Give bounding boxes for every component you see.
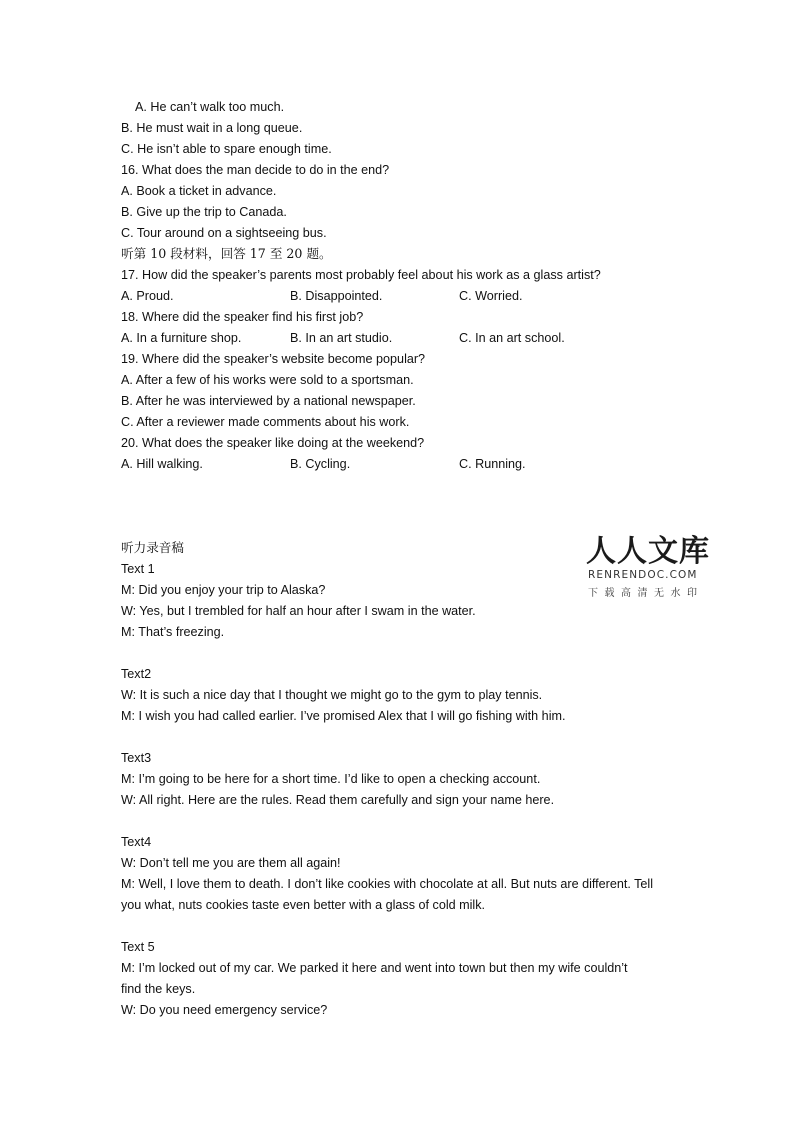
q18-option-b: B. In an art studio. — [290, 331, 393, 345]
q19-option-b: B. After he was interviewed by a national newspaper. — [121, 394, 416, 408]
text4-line: M: Well, I love them to death. I don’t like cookies with chocolate at all. But nuts are different. Tell — [121, 877, 654, 891]
watermark-title: 人人文库 — [586, 534, 710, 569]
q19-option-c: C. After a reviewer made comments about his work. — [121, 415, 410, 429]
text5-line: M: I’m locked out of my car. We parked it here and went into town but then my wife couldn’t — [121, 961, 628, 975]
text3-title: Text3 — [121, 751, 152, 765]
text4-line: W: Don’t tell me you are them all again! — [121, 856, 341, 870]
q20-option-a: A. Hill walking. — [121, 457, 203, 471]
text4-title: Text4 — [121, 835, 152, 849]
q16-option-b: B. Give up the trip to Canada. — [121, 205, 287, 219]
text2-line: M: I wish you had called earlier. I’ve promised Alex that I will go fishing with him. — [121, 709, 566, 723]
q17-option-b: B. Disappointed. — [290, 289, 383, 303]
q16-stem: 16. What does the man decide to do in the end? — [121, 163, 390, 177]
q15-option-b: B. He must wait in a long queue. — [121, 121, 303, 135]
text5-line: W: Do you need emergency service? — [121, 1003, 328, 1017]
transcript-heading: 听力录音稿 — [121, 540, 184, 555]
watermark-subtitle: 下载高清无水印 — [588, 588, 704, 599]
watermark-domain: RENRENDOC.COM — [588, 569, 698, 581]
text1-line: W: Yes, but I trembled for half an hour after I swam in the water. — [121, 604, 476, 618]
text1-line: M: That’s freezing. — [121, 625, 225, 639]
q18-stem: 18. Where did the speaker find his first job? — [121, 310, 364, 324]
q18-option-c: C. In an art school. — [459, 331, 565, 345]
text2-title: Text2 — [121, 667, 152, 681]
q19-option-a: A. After a few of his works were sold to a sportsman. — [121, 373, 414, 387]
text5-title: Text 5 — [121, 940, 155, 954]
text1-title: Text 1 — [121, 562, 155, 576]
q15-option-a: A. He can’t walk too much. — [135, 100, 285, 114]
q17-option-a: A. Proud. — [121, 289, 174, 303]
q15-option-c: C. He isn’t able to spare enough time. — [121, 142, 332, 156]
q16-option-c: C. Tour around on a sightseeing bus. — [121, 226, 327, 240]
section10-instruction: 听第 10 段材料，回答 17 至 20 题。 — [121, 246, 332, 261]
text4-line: you what, nuts cookies taste even better with a glass of cold milk. — [121, 898, 486, 912]
text1-line: M: Did you enjoy your trip to Alaska? — [121, 583, 326, 597]
text2-line: W: It is such a nice day that I thought we might go to the gym to play tennis. — [121, 688, 543, 702]
q18-option-a: A. In a furniture shop. — [121, 331, 242, 345]
text5-line: find the keys. — [121, 982, 196, 996]
q17-stem: 17. How did the speaker’s parents most probably feel about his work as a glass artist? — [121, 268, 601, 282]
q19-stem: 19. Where did the speaker’s website become popular? — [121, 352, 426, 366]
q20-option-c: C. Running. — [459, 457, 526, 471]
q16-option-a: A. Book a ticket in advance. — [121, 184, 277, 198]
text3-line: W: All right. Here are the rules. Read them carefully and sign your name here. — [121, 793, 555, 807]
q17-option-c: C. Worried. — [459, 289, 523, 303]
q20-stem: 20. What does the speaker like doing at the weekend? — [121, 436, 425, 450]
q20-option-b: B. Cycling. — [290, 457, 351, 471]
text3-line: M: I’m going to be here for a short time. I’d like to open a checking account. — [121, 772, 541, 786]
watermark-logo — [586, 535, 714, 601]
